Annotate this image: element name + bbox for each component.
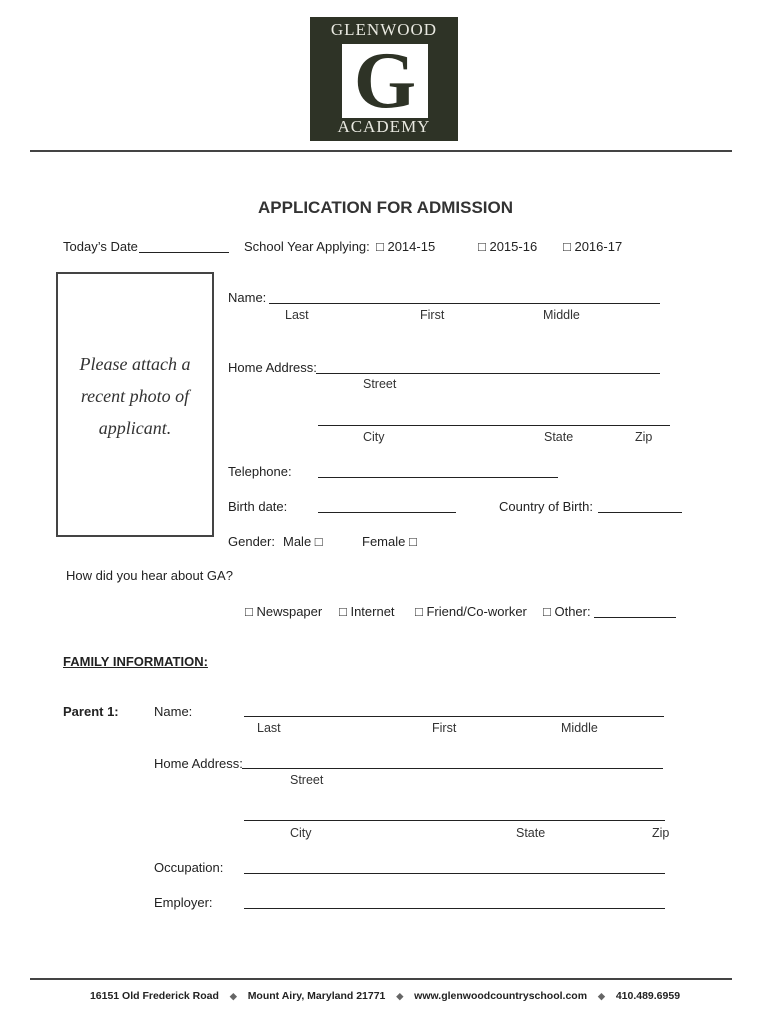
parent1-occupation-label: Occupation: <box>154 860 224 875</box>
page-title: APPLICATION FOR ADMISSION <box>258 198 513 217</box>
year-option-2014-15[interactable]: □ 2014-15 <box>376 239 436 254</box>
parent1-employer-label: Employer: <box>154 895 213 910</box>
name-first-caption: First <box>420 308 445 322</box>
todays-date-label: Today’s Date <box>63 239 138 254</box>
gender-male-checkbox[interactable]: Male □ <box>283 534 323 549</box>
logo-letter-box <box>342 37 428 125</box>
parent1-employer-field[interactable] <box>244 908 665 909</box>
top-divider <box>30 150 732 152</box>
footer <box>0 990 770 1002</box>
birth-date-label: Birth date: <box>228 499 288 514</box>
name-last-caption: Last <box>285 308 309 322</box>
parent1-city-caption: City <box>290 826 312 840</box>
footer-city: Mount Airy, Maryland 21771 <box>247 990 386 1002</box>
name-middle-caption: Middle <box>543 308 580 322</box>
diamond-icon: ◆ <box>229 991 237 1001</box>
photo-instruction-line: Please attach a <box>79 354 191 374</box>
gender-female-checkbox[interactable]: Female □ <box>362 534 417 549</box>
photo-instruction-line: recent photo of <box>80 386 190 406</box>
logo-bottom-text: ACADEMY <box>337 117 431 136</box>
parent1-label: Parent 1: <box>63 704 119 719</box>
state-caption: State <box>544 430 574 444</box>
hear-option-friend[interactable]: □ Friend/Co-worker <box>415 604 527 619</box>
parent1-city-state-zip-field[interactable] <box>244 820 665 821</box>
zip-caption: Zip <box>635 430 653 444</box>
diamond-icon: ◆ <box>396 991 404 1001</box>
city-state-zip-field[interactable] <box>318 425 670 426</box>
gender-label: Gender: <box>228 534 275 549</box>
photo-instruction <box>58 348 212 444</box>
home-address-label: Home Address: <box>228 360 317 375</box>
photo-box[interactable] <box>56 272 214 537</box>
parent1-last-caption: Last <box>257 721 281 735</box>
parent1-name-label: Name: <box>154 704 193 719</box>
parent1-state-caption: State <box>516 826 546 840</box>
street-caption: Street <box>363 377 397 391</box>
parent1-first-caption: First <box>432 721 457 735</box>
hear-option-newspaper[interactable]: □ Newspaper <box>245 604 323 619</box>
parent1-middle-caption: Middle <box>561 721 598 735</box>
parent1-zip-caption: Zip <box>652 826 670 840</box>
country-of-birth-field[interactable] <box>598 512 682 513</box>
logo-top-text: GLENWOOD <box>330 20 438 39</box>
footer-address: 16151 Old Frederick Road <box>89 990 219 1002</box>
photo-instruction-line: applicant. <box>98 418 172 438</box>
year-option-2015-16[interactable]: □ 2015-16 <box>478 239 538 254</box>
footer-website[interactable]: www.glenwoodcountryschool.com <box>414 990 588 1002</box>
logo-letter: G <box>353 37 417 125</box>
parent1-street-caption: Street <box>290 773 324 787</box>
footer-phone: 410.489.6959 <box>615 990 681 1002</box>
todays-date-field[interactable] <box>139 252 229 253</box>
hear-option-internet[interactable]: □ Internet <box>339 604 395 619</box>
parent1-occupation-field[interactable] <box>244 873 665 874</box>
parent1-street-field[interactable] <box>242 768 663 769</box>
hear-about-question: How did you hear about GA? <box>66 568 233 583</box>
hear-other-field[interactable] <box>594 617 676 618</box>
diamond-icon: ◆ <box>597 991 605 1001</box>
family-heading: FAMILY INFORMATION: <box>63 654 208 669</box>
birth-date-field[interactable] <box>318 512 456 513</box>
parent1-name-field[interactable] <box>244 716 664 717</box>
year-option-2016-17[interactable]: □ 2016-17 <box>563 239 623 254</box>
school-year-label: School Year Applying: <box>244 239 370 254</box>
hear-option-other[interactable]: □ Other: <box>543 604 591 619</box>
name-label: Name: <box>228 290 267 305</box>
bottom-divider <box>30 978 732 980</box>
school-logo <box>310 17 458 141</box>
telephone-label: Telephone: <box>228 464 292 479</box>
street-field[interactable] <box>316 373 660 374</box>
country-of-birth-label: Country of Birth: <box>499 499 593 514</box>
name-field[interactable] <box>269 303 660 304</box>
parent1-address-label: Home Address: <box>154 756 243 771</box>
telephone-field[interactable] <box>318 477 558 478</box>
city-caption: City <box>363 430 385 444</box>
